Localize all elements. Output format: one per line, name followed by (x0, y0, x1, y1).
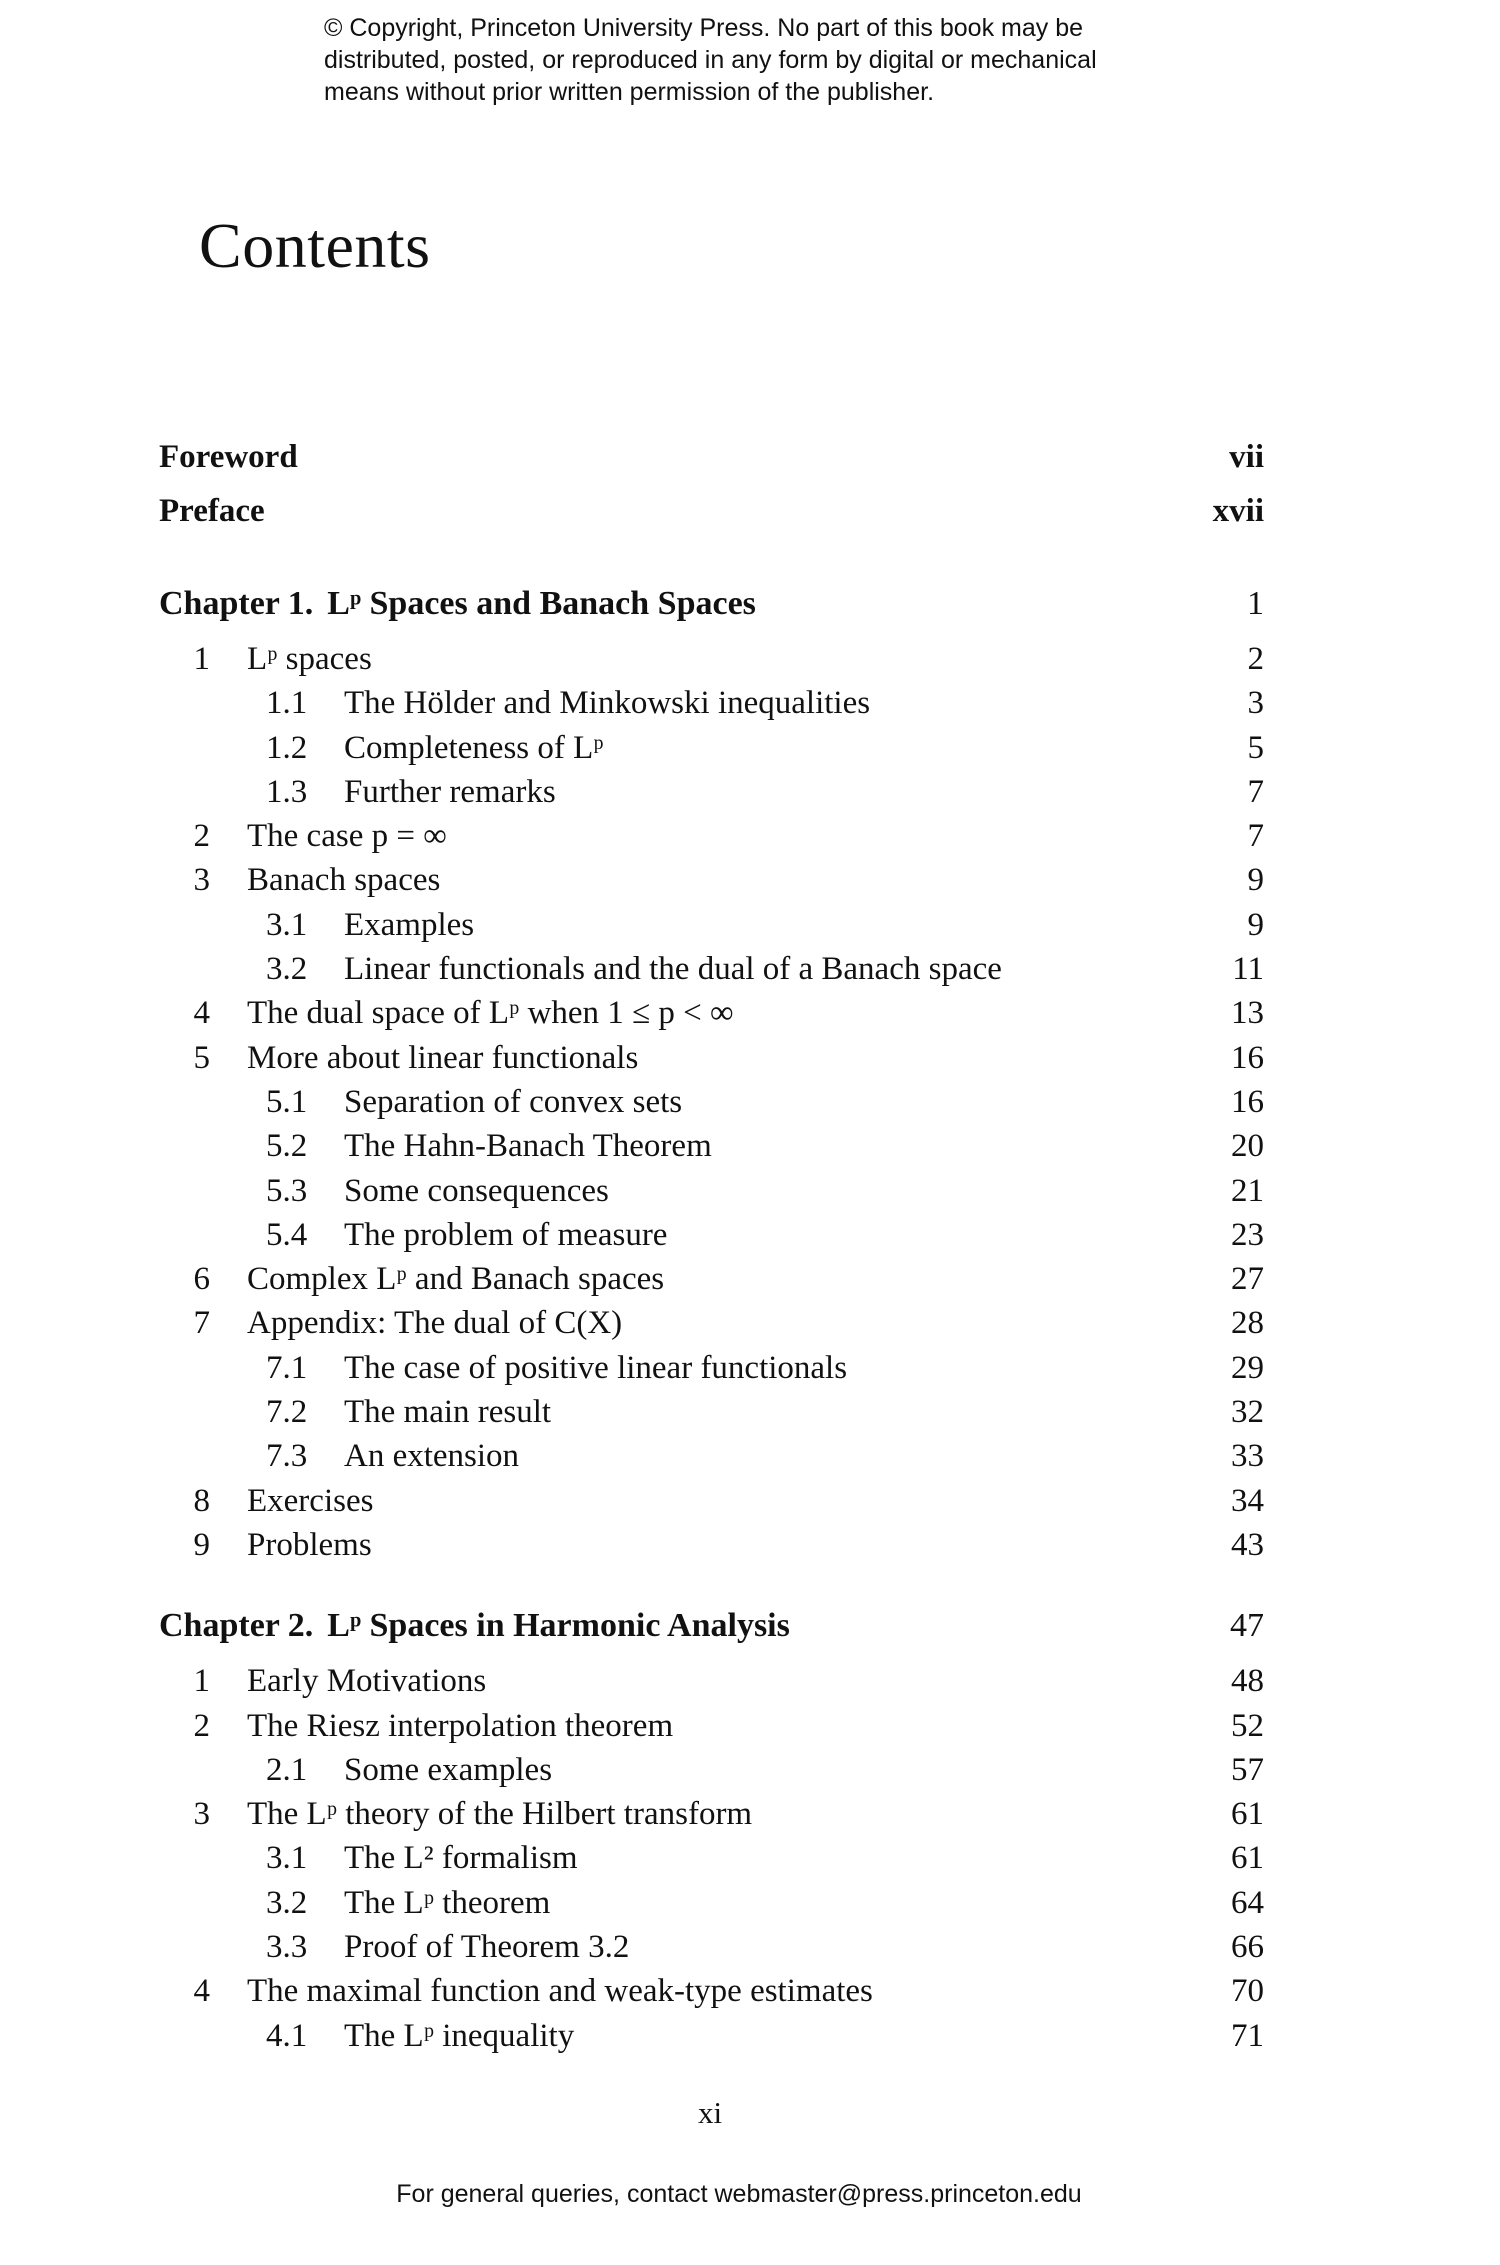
entry-number: 6 (193, 1261, 210, 1298)
entry-page: 13 (1231, 995, 1264, 1032)
toc-subsection-entry[interactable] (159, 947, 1264, 991)
entry-title: Separation of convex sets (344, 1083, 683, 1120)
toc-subsection-entry[interactable] (159, 1434, 1264, 1478)
entry-title: Complex Lᵖ and Banach spaces (247, 1261, 665, 1298)
entry-page: 48 (1231, 1663, 1264, 1700)
entry-number: 7 (193, 1305, 210, 1342)
entry-number: 3.3 (266, 1929, 308, 1966)
entry-title: Lᵖ spaces (247, 641, 372, 677)
entry-page: 57 (1231, 1751, 1264, 1788)
entry-title: Further remarks (344, 773, 556, 810)
entry-title: Banach spaces (247, 862, 441, 899)
toc-section-entry[interactable] (159, 814, 1264, 858)
entry-number: 4 (193, 1973, 210, 2010)
entry-number: 5 (193, 1039, 210, 1076)
entry-number: 5.4 (266, 1216, 308, 1253)
entry-title: The Hahn-Banach Theorem (344, 1128, 712, 1165)
entry-number: 7.1 (266, 1349, 308, 1386)
entry-number: 7.2 (266, 1394, 308, 1431)
entry-number: 2 (193, 818, 210, 855)
toc-subsection-entry[interactable] (159, 1390, 1264, 1434)
entry-title: The Lᵖ inequality (344, 2017, 575, 2054)
entry-page: 23 (1231, 1216, 1264, 1253)
toc-section-entry[interactable] (159, 1659, 1264, 1703)
entry-title: The case p = ∞ (247, 818, 447, 855)
entry-number: 4.1 (266, 2017, 308, 2054)
chapter-label: Chapter 2. (159, 1607, 314, 1645)
entry-page: 21 (1231, 1172, 1264, 1209)
entry-title: More about linear functionals (247, 1039, 639, 1076)
entry-number: 1 (193, 1663, 210, 1700)
copyright-line: means without prior written permission of the publisher. (324, 78, 935, 106)
toc-section-entry[interactable] (159, 1523, 1264, 1567)
entry-page: 16 (1231, 1083, 1264, 1120)
page-number: xi (697, 2095, 723, 2130)
entry-title: The L² formalism (344, 1840, 578, 1877)
chapter-label: Chapter 1. (159, 585, 314, 622)
entry-number: 8 (193, 1482, 210, 1519)
entry-number: 1.3 (266, 773, 308, 810)
toc-subsection-entry[interactable] (159, 1748, 1264, 1792)
entry-page: 3 (1247, 685, 1264, 722)
toc-section-entry[interactable] (159, 1301, 1264, 1345)
entry-number: 4 (193, 995, 210, 1032)
entry-page: vii (1229, 439, 1264, 475)
entry-page: 2 (1247, 641, 1264, 677)
toc-subsection-entry[interactable] (159, 1169, 1264, 1213)
entry-title: Linear functionals and the dual of a Banach space (344, 951, 1002, 988)
entry-title: Completeness of Lᵖ (344, 729, 604, 766)
entry-title: Problems (247, 1526, 372, 1563)
entry-page: 34 (1231, 1482, 1264, 1519)
entry-page: 32 (1231, 1394, 1264, 1431)
entry-page: 52 (1231, 1707, 1264, 1744)
entry-page: 29 (1231, 1349, 1264, 1386)
footer-contact: For general queries, contact webmaster@press.princeton.edu (396, 2180, 1082, 2208)
toc-subsection-entry[interactable] (159, 726, 1264, 770)
entry-page: 7 (1247, 773, 1264, 810)
table-of-contents (159, 430, 1264, 2058)
entry-page: 9 (1247, 862, 1264, 899)
toc-section-entry[interactable] (159, 1704, 1264, 1748)
entry-title: The Riesz interpolation theorem (247, 1707, 674, 1744)
entry-page: 5 (1247, 729, 1264, 766)
entry-title: The Lᵖ theorem (344, 1884, 551, 1921)
entry-page: 43 (1231, 1526, 1264, 1563)
chapter-title: Lᵖ Spaces and Banach Spaces (327, 585, 756, 622)
entry-page: 33 (1231, 1438, 1264, 1475)
chapter-page: 47 (1230, 1607, 1264, 1645)
entry-title: Preface (159, 493, 265, 529)
toc-section-entry[interactable] (159, 1036, 1264, 1080)
toc-front-matter-entry[interactable] (159, 430, 1264, 484)
entry-title: The main result (344, 1394, 552, 1431)
toc-section-entry[interactable] (159, 1479, 1264, 1523)
entry-number: 2 (193, 1707, 210, 1744)
entry-number: 1.2 (266, 729, 308, 766)
entry-page: 64 (1231, 1884, 1264, 1921)
entry-title: Exercises (247, 1482, 374, 1519)
entry-title: The problem of measure (344, 1216, 668, 1253)
entry-number: 3.2 (266, 951, 308, 988)
entry-title: An extension (344, 1438, 520, 1475)
toc-chapter-heading[interactable] (159, 577, 1264, 631)
entry-number: 5.2 (266, 1128, 308, 1165)
entry-page: 16 (1231, 1039, 1264, 1076)
toc-subsection-entry[interactable] (159, 1124, 1264, 1168)
entry-number: 3.1 (266, 906, 308, 943)
entry-number: 3 (193, 862, 210, 899)
entry-title: The Hölder and Minkowski inequalities (344, 685, 871, 722)
entry-title: Examples (344, 906, 475, 943)
toc-subsection-entry[interactable] (159, 1836, 1264, 1880)
entry-title: Some examples (344, 1751, 553, 1788)
entry-page: 7 (1247, 818, 1264, 855)
entry-number: 5.1 (266, 1083, 308, 1120)
toc-section-entry[interactable] (159, 637, 1264, 681)
chapter-page: 1 (1247, 585, 1264, 622)
entry-number: 3.2 (266, 1884, 308, 1921)
toc-subsection-entry[interactable] (159, 1925, 1264, 1969)
entry-page: 11 (1232, 951, 1264, 988)
toc-section-entry[interactable] (159, 1969, 1264, 2013)
toc-section-entry[interactable] (159, 1792, 1264, 1836)
copyright-notice (324, 12, 1224, 108)
toc-section-entry[interactable] (159, 858, 1264, 902)
entry-page: 71 (1231, 2017, 1264, 2054)
entry-title: Foreword (159, 439, 298, 475)
entry-page: 66 (1231, 1929, 1264, 1966)
entry-title: Early Motivations (247, 1663, 487, 1700)
entry-title: Some consequences (344, 1172, 609, 1209)
copyright-line: © Copyright, Princeton University Press. No part of this book may be (324, 14, 1084, 42)
entry-page: 27 (1231, 1261, 1264, 1298)
toc-subsection-entry[interactable] (159, 1213, 1264, 1257)
entry-number: 3 (193, 1796, 210, 1833)
toc-chapter-heading[interactable] (159, 1599, 1264, 1653)
toc-subsection-entry[interactable] (159, 903, 1264, 947)
entry-number: 5.3 (266, 1172, 308, 1209)
entry-page: xvii (1212, 493, 1264, 529)
entry-page: 70 (1231, 1973, 1264, 2010)
entry-title: The case of positive linear functionals (344, 1349, 848, 1386)
entry-page: 28 (1231, 1305, 1264, 1342)
page-title: Contents (199, 210, 431, 281)
toc-front-matter-entry[interactable] (159, 484, 1264, 538)
toc-subsection-entry[interactable] (159, 2014, 1264, 2058)
entry-page: 9 (1247, 906, 1264, 943)
entry-number: 9 (193, 1526, 210, 1563)
entry-page: 20 (1231, 1128, 1264, 1165)
entry-number: 1.1 (266, 685, 308, 722)
entry-number: 7.3 (266, 1438, 308, 1475)
entry-page: 61 (1231, 1796, 1264, 1833)
toc-section-entry[interactable] (159, 991, 1264, 1035)
chapter-title: Lᵖ Spaces in Harmonic Analysis (327, 1607, 790, 1645)
entry-page: 61 (1231, 1840, 1264, 1877)
toc-subsection-entry[interactable] (159, 1346, 1264, 1390)
entry-title: Appendix: The dual of C(X) (247, 1305, 623, 1342)
toc-subsection-entry[interactable] (159, 1881, 1264, 1925)
toc-subsection-entry[interactable] (159, 770, 1264, 814)
entry-number: 1 (193, 641, 210, 677)
copyright-line: distributed, posted, or reproduced in any form by digital or mechanical (324, 46, 1097, 74)
toc-subsection-entry[interactable] (159, 681, 1264, 725)
entry-title: The Lᵖ theory of the Hilbert transform (247, 1796, 753, 1833)
toc-section-entry[interactable] (159, 1257, 1264, 1301)
entry-title: The dual space of Lᵖ when 1 ≤ p < ∞ (247, 995, 734, 1032)
entry-title: Proof of Theorem 3.2 (344, 1929, 630, 1966)
toc-subsection-entry[interactable] (159, 1080, 1264, 1124)
entry-number: 3.1 (266, 1840, 308, 1877)
entry-title: The maximal function and weak-type estimates (247, 1973, 873, 2010)
entry-number: 2.1 (266, 1751, 308, 1788)
